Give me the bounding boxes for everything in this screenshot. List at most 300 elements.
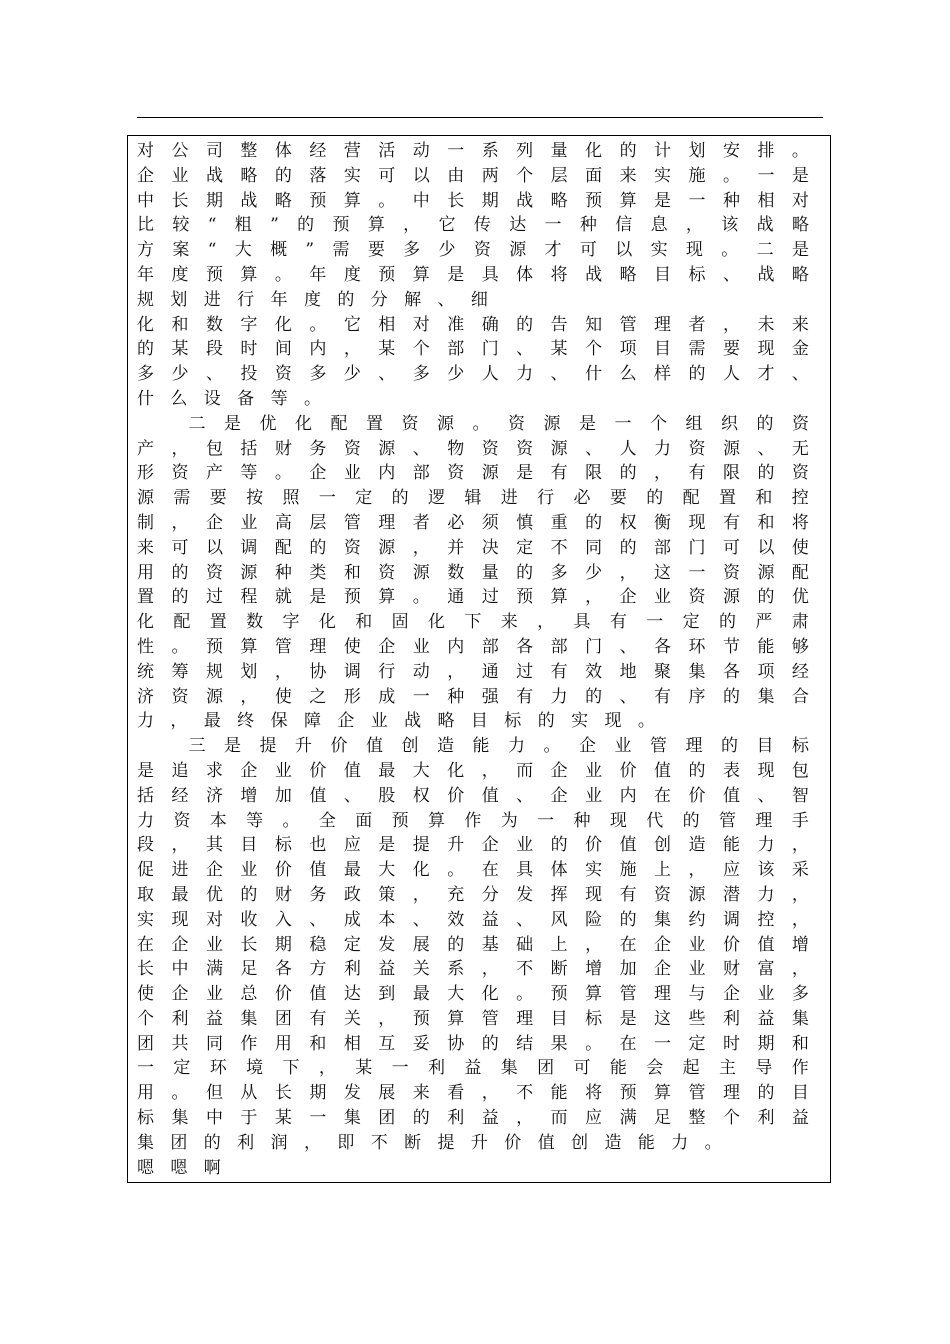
char: 列 (516, 141, 534, 161)
char: 妥 (412, 1033, 430, 1054)
char: 理 (722, 1083, 740, 1104)
char: 动 (412, 661, 430, 682)
char: 一 (646, 612, 664, 633)
char: 业 (240, 860, 258, 881)
char: 通 (481, 661, 499, 682)
char: 起 (682, 1058, 700, 1079)
char: 目 (756, 736, 774, 757)
char: 辑 (464, 488, 482, 509)
char: 力 (550, 686, 568, 707)
char: 部 (481, 636, 499, 657)
char: 协 (309, 661, 327, 682)
char: 利 (343, 959, 361, 980)
char: ， (685, 215, 703, 236)
char: 少 (585, 562, 603, 583)
char: 、 (516, 339, 534, 360)
char: 期 (205, 190, 223, 211)
text-line (137, 536, 809, 561)
char: 长 (447, 190, 465, 211)
char: 化 (318, 612, 336, 633)
char: 严 (755, 612, 773, 633)
char: 优 (205, 884, 223, 905)
char: 的 (688, 364, 706, 385)
char: 是 (447, 264, 465, 285)
char: 来 (791, 314, 809, 335)
char: 经 (791, 661, 809, 682)
char: 下 (282, 1058, 300, 1079)
char: 过 (481, 587, 499, 608)
char: ， (171, 835, 189, 856)
char: 规 (137, 289, 154, 310)
char: 理 (654, 984, 672, 1005)
char: 期 (481, 190, 499, 211)
char: 少 (447, 364, 465, 385)
char: 够 (791, 636, 809, 657)
char: 一 (318, 488, 336, 509)
char: 现 (757, 760, 775, 781)
char: 化 (295, 413, 312, 434)
char: 金 (791, 339, 809, 360)
char: 源 (722, 587, 740, 608)
text-line (137, 362, 809, 387)
char: 在 (619, 1033, 637, 1054)
char: 不 (516, 1083, 534, 1104)
char: 需 (173, 488, 191, 509)
char: 。 (378, 190, 396, 211)
char: 方 (137, 240, 154, 261)
char: 集 (500, 1058, 518, 1079)
char: 业 (516, 835, 534, 856)
char: 并 (447, 537, 465, 558)
char: 准 (447, 314, 465, 335)
char: 算 (367, 215, 385, 236)
char: ， (240, 686, 258, 707)
char: 价 (447, 785, 465, 806)
char: 保 (270, 711, 288, 732)
char: 、 (343, 785, 361, 806)
char: 企 (137, 165, 154, 186)
char: 过 (205, 587, 223, 608)
char: 现 (171, 909, 189, 930)
char: 配 (791, 562, 809, 583)
char: 量 (481, 562, 499, 583)
char: 企 (654, 959, 672, 980)
char: 时 (240, 339, 258, 360)
char: 源 (378, 438, 396, 459)
char: 值 (481, 785, 499, 806)
char: 数 (447, 562, 465, 583)
char: 导 (755, 1058, 773, 1079)
char: 预 (412, 1008, 430, 1029)
char: 调 (722, 909, 740, 930)
char: 、 (412, 909, 430, 930)
char: 集 (343, 1108, 361, 1129)
char: 成 (378, 686, 396, 707)
char: 预 (378, 264, 396, 285)
char: 业 (585, 785, 603, 806)
char: 化 (428, 612, 445, 633)
char: 企 (378, 636, 396, 657)
char: 需 (332, 240, 350, 261)
char: 提 (412, 835, 430, 856)
text-line (137, 1081, 809, 1106)
char: 某 (550, 339, 568, 360)
char: 个 (722, 1108, 740, 1129)
char: 创 (401, 736, 419, 757)
char: 的 (757, 463, 775, 484)
char: ， (722, 314, 740, 335)
char: ， (516, 1108, 534, 1129)
char: 企 (579, 736, 596, 757)
char: 划 (170, 289, 188, 310)
char: 节 (722, 636, 740, 657)
char: 括 (240, 438, 258, 459)
char: 理 (654, 314, 672, 335)
char: 。 (791, 141, 809, 161)
char: 、 (757, 438, 775, 459)
char: 化 (412, 860, 430, 881)
char: 济 (137, 686, 154, 707)
char: 满 (205, 959, 223, 980)
char: 集 (240, 1008, 258, 1029)
char: 财 (274, 438, 292, 459)
char: 未 (757, 314, 775, 335)
char: 这 (654, 562, 672, 583)
char: 的 (203, 1132, 221, 1153)
char: 一 (688, 190, 706, 211)
char: 算 (428, 810, 445, 831)
char: 控 (791, 488, 809, 509)
char: 化 (137, 314, 154, 335)
text-line (137, 809, 809, 834)
char: 本 (378, 909, 396, 930)
char: 要 (367, 240, 385, 261)
char: ” (270, 215, 279, 236)
char: 战 (757, 264, 775, 285)
char: ， (619, 562, 637, 583)
char: 细 (470, 289, 488, 310)
char: 二 (756, 240, 774, 261)
char: 、 (722, 264, 740, 285)
char: 企 (722, 984, 740, 1005)
char: 目 (654, 264, 672, 285)
char: 收 (240, 909, 258, 930)
char: 期 (757, 1033, 775, 1054)
char: 略 (619, 264, 637, 285)
char: 、 (437, 289, 455, 310)
char: 源 (378, 537, 396, 558)
char: 求 (205, 760, 223, 781)
char: 关 (343, 1008, 361, 1029)
char: 益 (205, 1008, 223, 1029)
char: 。 (274, 463, 292, 484)
char: 等 (270, 388, 288, 409)
char: 满 (619, 1108, 637, 1129)
char: 在 (137, 934, 154, 955)
char: 资 (171, 686, 189, 707)
char: 实 (137, 909, 154, 930)
char: 以 (205, 537, 223, 558)
char: 来 (500, 612, 518, 633)
char: 力 (508, 736, 525, 757)
char: 提 (259, 736, 277, 757)
char: 设 (203, 388, 221, 409)
char: 较 (172, 215, 190, 236)
char: 标 (792, 736, 809, 757)
char: 上 (550, 934, 568, 955)
char: 创 (654, 835, 672, 856)
char: 价 (504, 1132, 522, 1153)
char: 部 (447, 339, 465, 360)
char: 时 (722, 1033, 740, 1054)
char: 价 (585, 835, 603, 856)
text-line (137, 486, 809, 511)
char: 业 (240, 512, 258, 533)
char: 而 (550, 1108, 568, 1129)
char: 层 (550, 165, 568, 186)
char: 资 (378, 562, 396, 583)
char: 照 (282, 488, 300, 509)
char: 股 (378, 785, 396, 806)
text-line (137, 288, 809, 313)
char: 险 (585, 909, 603, 930)
char: ， (274, 661, 292, 682)
char: 造 (688, 835, 706, 856)
char: 效 (447, 909, 465, 930)
char: 该 (757, 860, 775, 881)
char: 的 (171, 562, 189, 583)
text-line (137, 238, 809, 263)
char: 需 (688, 339, 706, 360)
char: 程 (240, 587, 258, 608)
char: 略 (791, 215, 809, 236)
char: 益 (464, 1058, 482, 1079)
char: 使 (137, 984, 154, 1005)
char: 造 (604, 1132, 622, 1153)
char: 全 (318, 810, 336, 831)
char: 境 (246, 1058, 264, 1079)
char: 实 (343, 165, 361, 186)
char: 人 (481, 364, 499, 385)
char: 传 (473, 215, 491, 236)
char: 理 (685, 736, 703, 757)
char: 须 (481, 512, 499, 533)
char: 管 (719, 810, 736, 831)
char: 具 (573, 612, 591, 633)
char: 终 (237, 711, 255, 732)
char: 价 (330, 736, 348, 757)
char: 资 (205, 562, 223, 583)
char: 、 (619, 636, 637, 657)
char: 用 (274, 1033, 292, 1054)
char: 什 (585, 364, 603, 385)
char: 权 (619, 512, 637, 533)
char: 投 (240, 364, 258, 385)
char: 集 (791, 1008, 809, 1029)
char: 战 (404, 711, 422, 732)
char: 算 (619, 190, 637, 211)
char: 多 (309, 364, 327, 385)
char: 加 (274, 785, 292, 806)
char: 能 (472, 736, 490, 757)
char: 济 (205, 785, 223, 806)
char: 不 (370, 1132, 388, 1153)
char: 业 (654, 587, 672, 608)
char: 展 (412, 934, 430, 955)
char: 配 (173, 612, 191, 633)
char: 公 (171, 141, 189, 161)
char: 预 (619, 1083, 637, 1104)
char: 资 (343, 537, 361, 558)
char: 大 (234, 240, 252, 261)
char: 企 (205, 512, 223, 533)
char: 不 (550, 537, 568, 558)
char: 管 (343, 512, 361, 533)
char: 啊 (203, 1157, 221, 1178)
char: 重 (550, 512, 568, 533)
text-line (137, 610, 809, 635)
char: 要 (609, 488, 627, 509)
char: 中 (171, 959, 189, 980)
text-line (137, 982, 809, 1007)
char: 到 (378, 984, 396, 1005)
char: 价 (688, 785, 706, 806)
char: 、 (585, 438, 603, 459)
char: 段 (137, 835, 154, 856)
char: 追 (171, 760, 189, 781)
char: 种 (447, 686, 465, 707)
char: 将 (550, 264, 568, 285)
char: ， (318, 1058, 336, 1079)
char: 管 (619, 314, 637, 335)
char: 的 (722, 686, 740, 707)
char: 中 (412, 190, 430, 211)
char: 有 (722, 512, 740, 533)
char: 有 (619, 884, 637, 905)
char: ， (654, 463, 672, 484)
char: 的 (537, 711, 555, 732)
char: 行 (378, 661, 396, 682)
char: 下 (464, 612, 482, 633)
char: 资 (343, 438, 361, 459)
char: 础 (516, 934, 534, 955)
char: 算 (654, 1083, 672, 1104)
char: 价 (619, 760, 637, 781)
char: 整 (688, 1108, 706, 1129)
char: 略 (240, 165, 258, 186)
char: 值 (757, 934, 775, 955)
text-line (137, 833, 809, 858)
char: 理 (309, 636, 327, 657)
char: 它 (438, 215, 456, 236)
char: 务 (309, 438, 327, 459)
char: 看 (447, 1083, 465, 1104)
char: 的 (274, 165, 292, 186)
char: 标 (585, 1008, 603, 1029)
char: 促 (137, 860, 154, 881)
char: 一 (391, 1058, 409, 1079)
char: 门 (585, 636, 603, 657)
char: 有 (609, 612, 627, 633)
char: 、 (619, 686, 637, 707)
char: 增 (240, 785, 258, 806)
char: 资 (791, 463, 809, 484)
char: 字 (240, 314, 258, 335)
char: 种 (274, 562, 292, 583)
char: 个 (585, 339, 603, 360)
char: ， (688, 860, 706, 881)
char: 个 (137, 1008, 154, 1029)
char: 利 (722, 1008, 740, 1029)
char: 上 (654, 860, 672, 881)
text-line (137, 1106, 809, 1131)
paragraph-indent (137, 412, 170, 437)
text-line (137, 437, 809, 462)
char: 升 (447, 835, 465, 856)
char: ， (481, 959, 499, 980)
char: 力 (137, 810, 154, 831)
char: 优 (791, 587, 809, 608)
char: 资 (792, 413, 809, 434)
char: 的 (137, 339, 154, 360)
char: 经 (171, 785, 189, 806)
char: 计 (654, 141, 672, 161)
char: 的 (412, 1108, 430, 1129)
char: 业 (412, 636, 430, 657)
char: 多 (137, 364, 154, 385)
char: 组 (685, 413, 703, 434)
char: ， (378, 1008, 396, 1029)
char: 有 (688, 463, 706, 484)
char: 企 (619, 587, 637, 608)
char: ” (305, 240, 315, 261)
char: ， (791, 959, 809, 980)
char: 战 (240, 190, 258, 211)
char: 是 (224, 736, 241, 757)
char: 富 (757, 959, 775, 980)
text-line (137, 561, 809, 586)
char: 作 (464, 810, 482, 831)
char: 么 (170, 388, 188, 409)
text-line (137, 1131, 809, 1156)
char: 会 (646, 1058, 664, 1079)
char: 资 (447, 463, 465, 484)
char: ， (171, 438, 189, 459)
char: 预 (205, 636, 223, 657)
char: 取 (137, 884, 154, 905)
char: 是 (224, 413, 241, 434)
char: 部 (654, 537, 672, 558)
char: 目 (654, 339, 672, 360)
char: 能 (722, 835, 740, 856)
char: 要 (722, 339, 740, 360)
char: 和 (791, 1033, 809, 1054)
char: 业 (274, 760, 292, 781)
char: 方 (309, 959, 327, 980)
char: 最 (343, 860, 361, 881)
char: 系 (481, 141, 499, 161)
char: 部 (412, 463, 430, 484)
char: 实 (571, 711, 589, 732)
char: 风 (550, 909, 568, 930)
char: 多 (403, 240, 421, 261)
char: 长 (274, 1083, 292, 1104)
text-line (137, 957, 809, 982)
char: 内 (309, 339, 327, 360)
char: 项 (757, 661, 775, 682)
char: 力 (654, 438, 672, 459)
char: 么 (619, 364, 637, 385)
